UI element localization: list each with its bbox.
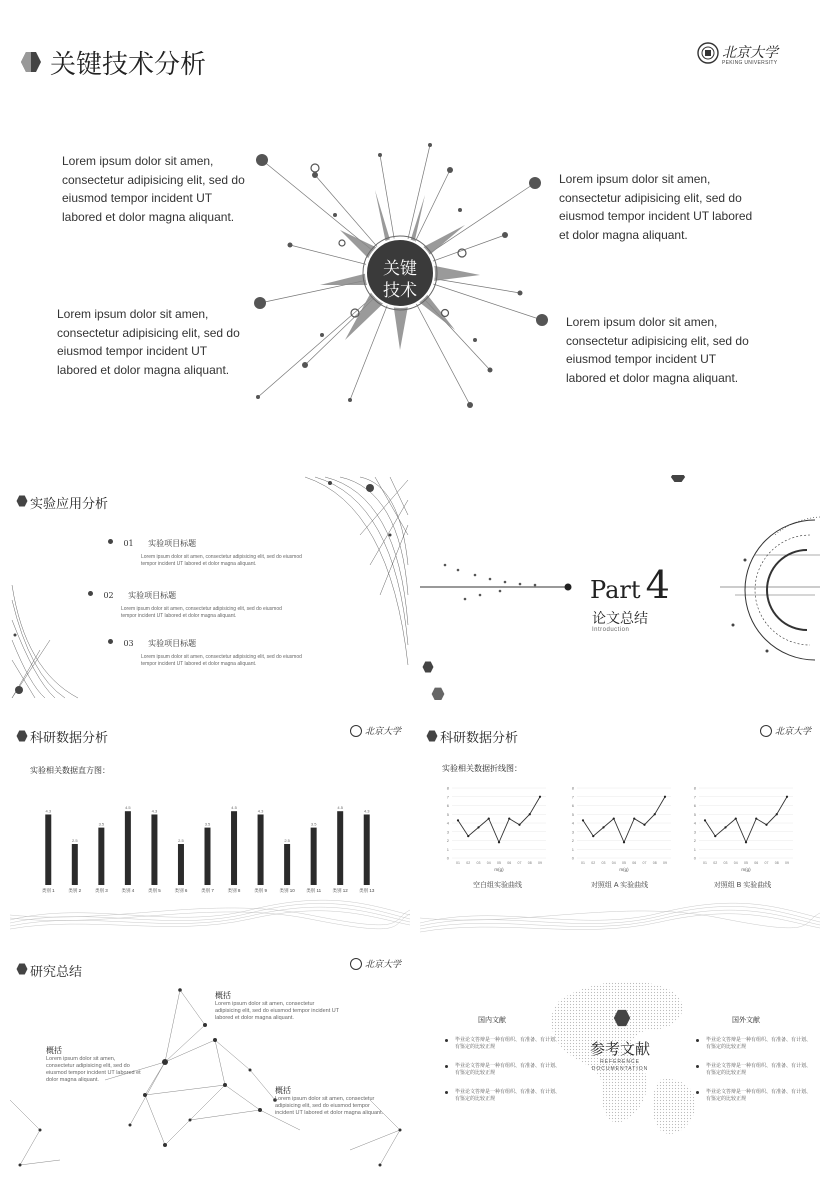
category-label: 类别 6: [174, 888, 188, 893]
y-tick-label: 0: [693, 855, 696, 861]
x-tick-label: 06: [632, 861, 637, 865]
slide-title: 科研数据分析: [30, 731, 109, 746]
note-text: Lorem ipsum dolor sit amen, consectetur adipisicing elit, sed do eiusmod tempor incident UT labored et dolor magna aliquant.: [275, 1096, 384, 1116]
data-point: [735, 818, 737, 820]
experiment-item-3: [108, 633, 308, 668]
data-point: [539, 796, 541, 798]
list-item-text: 毕业论文答辩是一种有组织、有准备、有计划、有鉴定的比较正规: [455, 1063, 561, 1076]
x-tick-label: 01: [703, 861, 707, 865]
y-tick-label: 1: [446, 846, 449, 852]
y-tick-label: 0: [571, 855, 574, 861]
category-label: 类别 13: [359, 888, 375, 893]
bullet-dot: [108, 539, 113, 544]
x-tick-label: 07: [642, 861, 647, 865]
summary-note-1: [215, 990, 340, 1022]
x-tick-label: 04: [611, 861, 616, 865]
category-label: 类别 9: [254, 888, 267, 893]
bullet-dot: [88, 591, 93, 596]
y-tick-label: 1: [693, 846, 696, 852]
list-item-text: 毕业论文答辩是一种有组织、有准备、有计划、有鉴定的比较正规: [706, 1037, 812, 1050]
hexagon-icon: [16, 963, 28, 975]
list-item-text: 毕业论文答辩是一种有组织、有准备、有计划、有鉴定的比较正规: [455, 1037, 561, 1050]
item-desc: Lorem ipsum dolor sit amen, consectetur adipisicing elit, sed do eiusmod tempor incident UT labored et dolor magna aliquant.: [121, 606, 282, 619]
list-item: [445, 1063, 560, 1077]
text-block-top-left: Lorem ipsum dolor sit amen, consectetur adipisicing elit, sed do eiusmod tempor incident UT labored et dolor magna aliquant.: [62, 154, 245, 224]
bar-value-label: 4.5: [125, 805, 131, 811]
bar-value-label: 4.5: [231, 805, 237, 811]
y-tick-label: 8: [693, 785, 696, 791]
foreign-references-heading: 国外文献: [732, 1016, 760, 1024]
x-axis-label: m(g): [494, 867, 504, 872]
slide-summary: [10, 945, 410, 1170]
category-label: 类别 8: [227, 888, 241, 893]
y-tick-label: 2: [693, 838, 696, 843]
domestic-reference-list: [445, 1037, 560, 1103]
y-tick-label: 8: [446, 785, 449, 791]
center-label: [370, 258, 430, 302]
item-title: 实验项目标题: [148, 539, 197, 548]
list-item: [445, 1089, 560, 1103]
text-block-top-right: Lorem ipsum dolor sit amen, consectetur adipisicing elit, sed do eiusmod tempor incident UT labored et dolor magna aliquant.: [559, 172, 753, 242]
data-point: [633, 818, 635, 820]
data-point: [488, 818, 490, 820]
note-text: Lorem ipsum dolor sit amen, consectetur adipisicing elit, sed do eiusmod tempor incident UT labored et dolor magna aliquant.: [46, 1056, 141, 1083]
wave-decoration: [10, 885, 410, 935]
university-seal-icon: [760, 725, 772, 737]
slide-title: 科研数据分析: [440, 731, 519, 746]
x-axis-label: m(g): [619, 867, 629, 872]
center-label-line2: 技术: [383, 281, 417, 301]
line-chart-3: [685, 782, 800, 877]
logo-small: [760, 724, 811, 737]
category-label: 类别 4: [121, 888, 135, 893]
data-point: [457, 819, 459, 821]
bullet-dot: [696, 1039, 699, 1042]
summary-note-3: [275, 1085, 385, 1117]
x-tick-label: 09: [538, 861, 542, 865]
slide-references: [420, 945, 820, 1170]
slide-bar-chart: [10, 710, 410, 935]
x-tick-label: 02: [591, 861, 596, 865]
x-tick-label: 06: [507, 861, 512, 865]
category-label: 类别 5: [148, 888, 161, 893]
category-label: 类别 11: [306, 888, 322, 893]
center-label-line1: 关键: [383, 259, 417, 279]
x-tick-label: 03: [723, 861, 728, 865]
hexagon-icon: [16, 730, 28, 742]
text-block-bottom-right: Lorem ipsum dolor sit amen, consectetur adipisicing elit, sed do eiusmod tempor incident UT labored et dolor magna aliquant.: [566, 315, 749, 385]
x-tick-label: 05: [744, 861, 748, 865]
x-tick-label: 05: [622, 861, 626, 865]
list-item: [696, 1063, 811, 1077]
bar-value-label: 3.5: [310, 821, 317, 827]
slide-experiment: [10, 475, 410, 700]
page-title: 关键技术分析: [50, 50, 207, 80]
curve-lines-top-right: [300, 475, 410, 675]
data-point: [786, 796, 788, 798]
x-tick-label: 02: [466, 861, 471, 865]
data-point: [745, 841, 747, 843]
hexagon-icon: [16, 495, 28, 507]
references-subtitle-en1: REFERENCE: [600, 1059, 640, 1065]
part-word: Part: [590, 576, 641, 604]
bar: [178, 844, 184, 885]
domestic-references-heading: 国内文献: [478, 1016, 506, 1024]
item-number: 03: [123, 639, 134, 648]
bullet-dot: [696, 1091, 699, 1094]
y-tick-label: 6: [571, 803, 574, 808]
bar-value-label: 3.5: [98, 821, 105, 827]
hexagon-icon: [20, 51, 42, 73]
x-tick-label: 09: [785, 861, 789, 865]
summary-note-2: [46, 1045, 141, 1084]
x-tick-label: 06: [754, 861, 759, 865]
list-item: [696, 1089, 811, 1103]
bullet-dot: [696, 1065, 699, 1068]
data-point: [664, 796, 666, 798]
y-tick-label: 5: [446, 811, 449, 817]
radial-arc-graphic: [715, 515, 820, 665]
logo-text: 北京大学: [775, 727, 812, 737]
text-block-bottom-left: Lorem ipsum dolor sit amen, consectetur adipisicing elit, sed do eiusmod tempor incident UT labored et dolor magna aliquant.: [57, 307, 240, 377]
note-heading: 概括: [46, 1046, 62, 1055]
bullet-dot: [108, 639, 113, 644]
category-label: 类别 10: [279, 888, 295, 893]
bar-value-label: 2.5: [284, 838, 290, 843]
experiment-item-1: [108, 533, 308, 568]
x-tick-label: 01: [581, 861, 585, 865]
list-item: [445, 1037, 560, 1051]
logo-text: 北京大学: [365, 960, 402, 970]
university-logo: [697, 42, 797, 72]
logo-small: [350, 957, 401, 970]
data-point: [776, 813, 778, 815]
y-tick-label: 7: [446, 794, 449, 800]
university-seal-icon: [350, 725, 362, 737]
note-heading: 概括: [215, 991, 231, 1000]
logo-text: 北京大学: [722, 45, 778, 61]
curve-lines-bottom-left: [10, 580, 80, 700]
bar-chart: [35, 795, 380, 895]
y-tick-label: 3: [571, 829, 574, 835]
data-point: [714, 835, 716, 837]
bar-value-label: 4.3: [363, 808, 370, 814]
bullet-dot: [445, 1091, 448, 1094]
data-point: [755, 818, 757, 820]
timeline-line: [420, 555, 580, 605]
x-tick-label: 01: [456, 861, 460, 865]
line-chart-caption-2: 对照组 A 实验曲线: [590, 882, 649, 889]
x-tick-label: 07: [764, 861, 769, 865]
bar: [72, 844, 78, 885]
x-tick-label: 03: [476, 861, 481, 865]
hexagon-icon: [422, 661, 434, 673]
series-line: [705, 797, 787, 843]
bullet-dot: [445, 1039, 448, 1042]
y-tick-label: 3: [446, 829, 449, 835]
item-desc: Lorem ipsum dolor sit amen, consectetur adipisicing elit, sed do eiusmod tempor incident UT labored et dolor magna aliquant.: [141, 554, 302, 567]
hexagon-icon: [430, 687, 446, 700]
bar: [205, 828, 211, 885]
y-tick-label: 3: [693, 829, 696, 835]
data-point: [724, 826, 726, 828]
data-point: [582, 819, 584, 821]
y-tick-label: 1: [571, 846, 574, 852]
y-tick-label: 5: [571, 811, 574, 817]
series-line: [458, 797, 540, 843]
bar-value-label: 2.5: [72, 838, 78, 843]
bar: [311, 828, 317, 885]
x-tick-label: 07: [517, 861, 522, 865]
bar: [364, 814, 370, 885]
y-tick-label: 7: [571, 794, 574, 800]
data-point: [508, 818, 510, 820]
bar-value-label: 4.3: [257, 808, 264, 814]
x-tick-label: 08: [527, 861, 532, 865]
y-tick-label: 6: [446, 803, 449, 808]
y-tick-label: 0: [446, 855, 449, 861]
x-tick-label: 09: [663, 861, 667, 865]
category-label: 类别 7: [201, 888, 214, 893]
list-item: [696, 1037, 811, 1051]
y-tick-label: 4: [693, 820, 696, 826]
data-point: [643, 824, 645, 826]
slide-part4: [420, 475, 820, 700]
item-title: 实验项目标题: [148, 639, 197, 648]
data-point: [477, 826, 479, 828]
university-seal-icon: [350, 958, 362, 970]
y-tick-label: 2: [446, 838, 449, 843]
x-tick-label: 02: [713, 861, 718, 865]
bar: [231, 811, 237, 885]
part-label: [590, 563, 670, 607]
x-axis-label: m(g): [741, 867, 751, 872]
list-item-text: 毕业论文答辩是一种有组织、有准备、有计划、有鉴定的比较正规: [706, 1089, 812, 1102]
bar: [98, 828, 104, 885]
item-number: 02: [103, 591, 114, 600]
y-tick-label: 4: [571, 820, 574, 826]
y-tick-label: 4: [446, 820, 449, 826]
x-tick-label: 08: [652, 861, 657, 865]
bar: [337, 811, 343, 885]
slide-title: 研究总结: [30, 965, 83, 980]
series-line: [583, 797, 665, 843]
foreign-reference-list: [696, 1037, 811, 1103]
y-tick-label: 8: [571, 785, 574, 791]
data-point: [592, 835, 594, 837]
wave-decoration: [420, 888, 820, 935]
category-label: 类别 1: [41, 888, 55, 893]
data-point: [518, 824, 520, 826]
y-tick-label: 2: [571, 838, 574, 843]
bar-value-label: 4.3: [45, 808, 52, 814]
slide-key-tech: [0, 0, 830, 465]
data-point: [613, 818, 615, 820]
bar: [284, 844, 290, 885]
y-tick-label: 6: [693, 803, 696, 808]
bar-value-label: 4.3: [151, 808, 158, 814]
university-seal-icon: [697, 42, 719, 64]
bar-value-label: 3.5: [204, 821, 211, 827]
bar: [45, 814, 51, 885]
part-subtitle-en: Introduction: [592, 627, 630, 633]
category-label: 类别 3: [94, 888, 108, 893]
line-chart-2: [563, 782, 678, 877]
item-desc: Lorem ipsum dolor sit amen, consectetur adipisicing elit, sed do eiusmod tempor incident UT labored et dolor magna aliquant.: [141, 654, 302, 667]
line-chart-caption-1: 空白组实验曲线: [473, 882, 522, 889]
list-item-text: 毕业论文答辩是一种有组织、有准备、有计划、有鉴定的比较正规: [706, 1063, 812, 1076]
line-chart-1: [438, 782, 553, 877]
category-label: 类别 12: [332, 888, 348, 893]
hexagon-icon: [613, 1009, 631, 1027]
data-point: [602, 826, 604, 828]
line-chart-caption-3: 对照组 B 实验曲线: [713, 882, 772, 889]
data-point: [654, 813, 656, 815]
hexagon-icon: [426, 730, 438, 742]
data-point: [467, 835, 469, 837]
references-subtitle-en2: DOCUMENTATION: [591, 1066, 649, 1072]
x-tick-label: 04: [733, 861, 738, 865]
bar-value-label: 4.5: [337, 805, 343, 811]
list-item-text: 毕业论文答辩是一种有组织、有准备、有计划、有鉴定的比较正规: [455, 1089, 561, 1102]
y-tick-label: 5: [693, 811, 696, 817]
x-tick-label: 08: [774, 861, 779, 865]
hexagon-icon: [670, 475, 686, 482]
x-tick-label: 04: [486, 861, 491, 865]
slide-line-charts: [420, 710, 820, 935]
bar: [151, 814, 157, 885]
data-point: [704, 819, 706, 821]
logo-subtext: PEKING UNIVERSITY: [722, 60, 778, 66]
note-heading: 概括: [275, 1086, 291, 1095]
references-title: 参考文献: [589, 1040, 650, 1058]
bullet-dot: [445, 1065, 448, 1068]
data-point: [498, 841, 500, 843]
logo-text: 北京大学: [365, 727, 402, 737]
experiment-item-2: [88, 585, 288, 620]
part-number: 4: [645, 563, 670, 607]
item-number: 01: [123, 539, 134, 548]
x-tick-label: 03: [601, 861, 606, 865]
chart-caption: 实验相关数据折线图：: [442, 764, 522, 773]
chart-caption: 实验相关数据直方图：: [30, 766, 110, 775]
data-point: [529, 813, 531, 815]
bar: [125, 811, 131, 885]
data-point: [623, 841, 625, 843]
item-title: 实验项目标题: [128, 591, 177, 600]
slide-title: 实验应用分析: [30, 497, 109, 512]
data-point: [765, 824, 767, 826]
category-label: 类别 2: [68, 888, 82, 893]
x-tick-label: 05: [497, 861, 501, 865]
bar: [258, 814, 264, 885]
bar-value-label: 2.5: [178, 838, 184, 843]
note-text: Lorem ipsum dolor sit amen, consectetur adipisicing elit, sed do eiusmod tempor incident UT labored et dolor magna aliquant.: [215, 1001, 340, 1021]
part-subtitle: 论文总结: [592, 611, 648, 627]
y-tick-label: 7: [693, 794, 696, 800]
logo-small: [350, 724, 401, 737]
